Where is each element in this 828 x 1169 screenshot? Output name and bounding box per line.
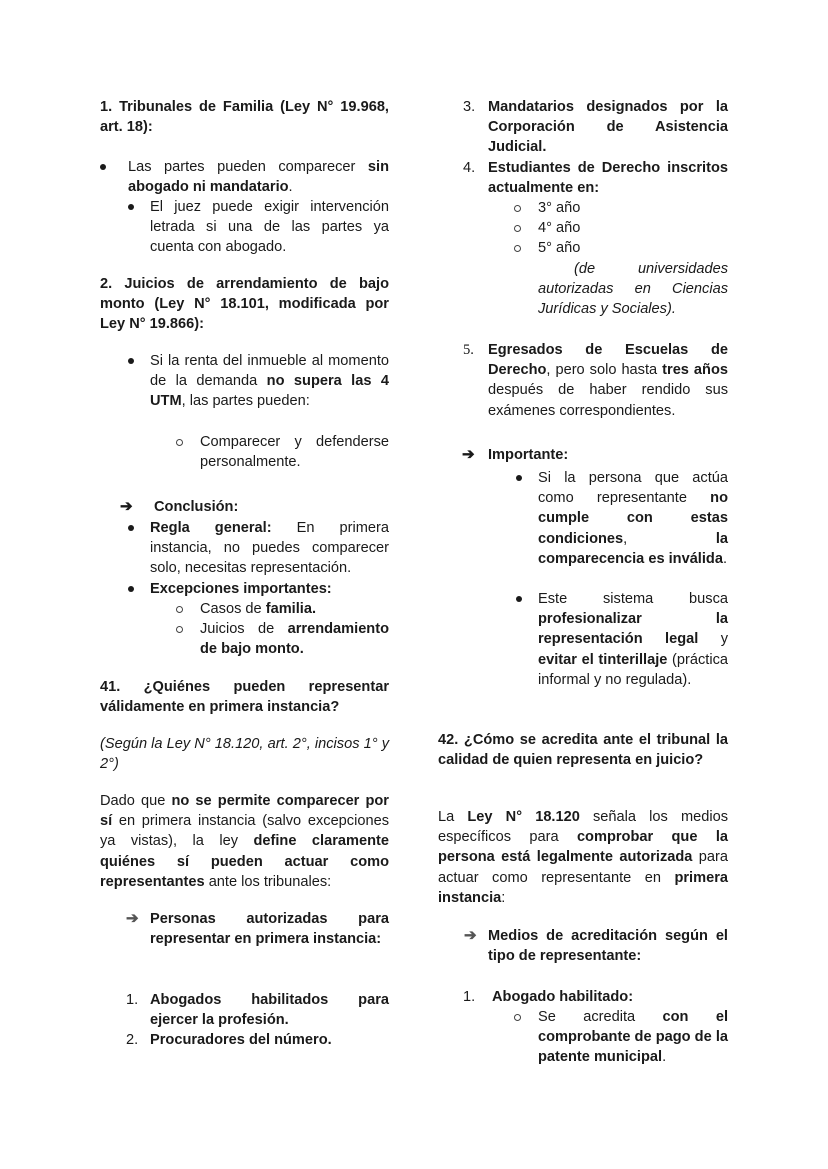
bullet-icon [100, 164, 106, 170]
sub-bullet-item: Casos de familia. [200, 599, 389, 619]
bullet-item: Las partes pueden comparecer sin abogado ni mandatario. [128, 157, 389, 197]
arrow-right-icon: ➔ [120, 498, 133, 515]
arrow-right-icon: ➔ [462, 446, 475, 463]
bullet-item: Este sistema busca profesionalizar la representación legal y evitar el tinterillaje (práctica informal y no regulada). [538, 589, 728, 690]
circle-bullet-icon [176, 606, 183, 613]
circle-bullet-icon [514, 1014, 521, 1021]
year-item: 3° año [538, 198, 728, 218]
bullet-item: El juez puede exigir intervención letrada si una de las partes ya cuenta con abogado. [150, 197, 389, 258]
question-42-heading: 42. ¿Cómo se acredita ante el tribunal la calidad de quien representa en juicio? [438, 732, 728, 769]
authorized-persons-heading: ➔ Personas autorizadas para representar en primera instancia: [126, 910, 389, 948]
accreditation-means-heading: ➔ Medios de acreditación según el tipo de representante: [464, 927, 728, 965]
circle-bullet-icon [514, 225, 521, 232]
circle-bullet-icon [514, 205, 521, 212]
citation: (Según la Ley N° 18.120, art. 2°, incisos 1° y 2°) [100, 736, 389, 773]
sub-bullet-item: Comparecer y defenderse personalmente. [200, 432, 389, 472]
bullet-icon [128, 586, 134, 592]
bullet-item: Excepciones importantes: [150, 579, 389, 599]
bullet-icon [516, 475, 522, 481]
bullet-item: Si la renta del inmueble al momento de la demanda no supera las 4 UTM, las partes pueden: [150, 351, 389, 412]
conclusion-heading: ➔ Conclusión: [128, 497, 389, 517]
circle-bullet-icon [176, 439, 183, 446]
numbered-item: 4. Estudiantes de Derecho inscritos actualmente en: [463, 160, 728, 197]
question-41-heading: 41. ¿Quiénes pueden representar válidamente en primera instancia? [100, 679, 389, 716]
numbered-item: 2. Procuradores del número. [126, 1032, 332, 1048]
sub-bullet-item: Se acredita con el comprobante de pago de la patente municipal. [538, 1007, 728, 1068]
bullet-icon [516, 596, 522, 602]
q42-paragraph: La Ley N° 18.120 señala los medios específicos para comprobar que la persona está legalmente autorizada para actuar como representante en primera instancia: [438, 809, 728, 906]
bullet-item: Regla general: En primera instancia, no puedes comparecer solo, necesitas representación. [150, 518, 389, 579]
year-item: 4° año [538, 218, 728, 238]
years-note: (de universidades autorizadas en Ciencias Jurídicas y Sociales). [538, 261, 728, 318]
numbered-item: 3. Mandatarios designados por la Corporación de Asistencia Judicial. [463, 99, 728, 156]
bullet-icon [128, 525, 134, 531]
arrow-right-icon: ➔ [126, 910, 139, 927]
bullet-item: Si la persona que actúa como representante no cumple con estas condiciones, la comparecencia es inválida. [538, 468, 728, 569]
arrow-right-icon: ➔ [464, 927, 477, 944]
bullet-icon [128, 358, 134, 364]
numbered-item: 1. Abogado habilitado: [463, 989, 634, 1005]
section-2-heading: 2. Juicios de arrendamiento de bajo monto (Ley N° 18.101, modificada por Ley N° 19.866): [100, 276, 389, 333]
numbered-item: 1. Abogados habilitados para ejercer la profesión. [126, 992, 389, 1029]
bullet-icon [128, 204, 134, 210]
circle-bullet-icon [514, 245, 521, 252]
numbered-item: 5. Egresados de Escuelas de Derecho, pero solo hasta tres años después de haber rendido sus exámenes correspondientes. [463, 342, 728, 419]
section-1-heading: 1. Tribunales de Familia (Ley N° 19.968, art. 18): [100, 99, 389, 136]
q41-paragraph: Dado que no se permite comparecer por sí en primera instancia (salvo excepciones ya vistas), la ley define claramente quiénes sí pueden actuar como representantes ante los tribunales: [100, 793, 389, 890]
importante-heading: ➔ Importante: [488, 445, 728, 465]
year-item: 5° año [538, 238, 728, 258]
sub-bullet-item: Juicios de arrendamiento de bajo monto. [200, 619, 389, 659]
circle-bullet-icon [176, 626, 183, 633]
